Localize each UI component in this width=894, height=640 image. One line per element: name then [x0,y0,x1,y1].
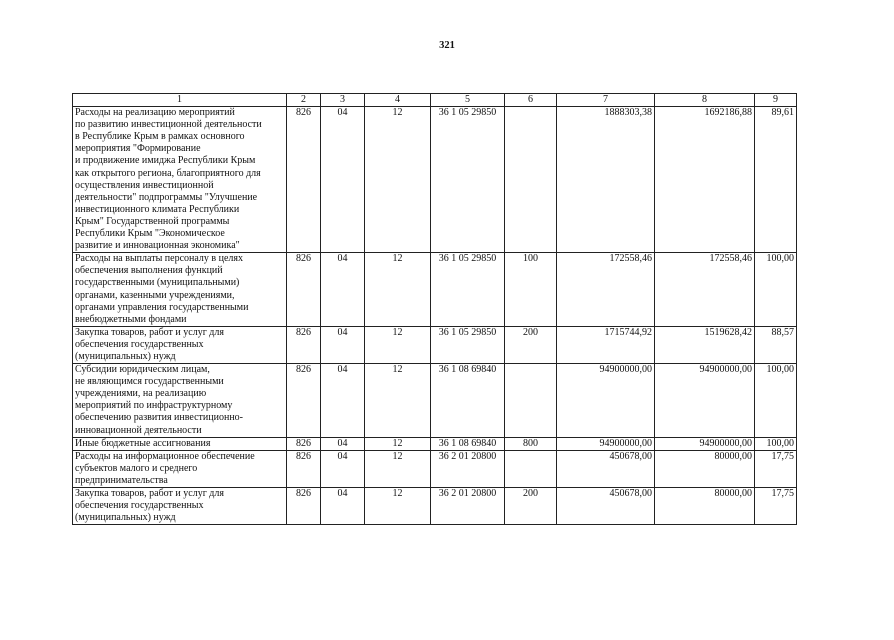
table-row [73,364,797,438]
planned-amount: 450678,00 [557,450,655,487]
subsection-code: 12 [365,107,431,253]
header-cell: 2 [287,94,321,107]
description-line: и продвижение имиджа Республики Крым [75,155,256,167]
row-description [73,450,287,487]
description-line: внебюджетными фондами [75,313,187,325]
description-line: осуществления инвестиционной [75,179,214,191]
ministry-code: 826 [287,488,321,525]
execution-percent: 17,75 [755,488,797,525]
row-description [73,253,287,327]
description-line: учреждениями, на реализацию [75,388,207,400]
subsection-code: 12 [365,437,431,450]
section-code: 04 [321,488,365,525]
subsection-code: 12 [365,488,431,525]
planned-amount: 1888303,38 [557,107,655,253]
row-description [73,364,287,438]
description-line: обеспечения государственных [75,338,204,350]
description-line: по развитию инвестиционной деятельности [75,119,262,131]
description-line: обеспечения выполнения функций [75,265,223,277]
expense-type-code: 200 [505,488,557,525]
expense-type-code: 100 [505,253,557,327]
description-line: как открытого региона, благоприятного для [75,167,261,179]
expense-type-code [505,450,557,487]
target-article-code: 36 1 08 69840 [431,364,505,438]
table-row [73,437,797,450]
description-line: (муниципальных) нужд [75,512,176,524]
description-line: обеспечения государственных [75,500,204,512]
description-line: Республики Крым "Экономическое [75,228,225,240]
expense-type-code [505,364,557,438]
target-article-code: 36 1 05 29850 [431,253,505,327]
ministry-code: 826 [287,437,321,450]
table-row [73,488,797,525]
expense-type-code [505,107,557,253]
description-line: Расходы на реализацию мероприятий [75,107,235,119]
expense-type-code: 800 [505,437,557,450]
header-cell: 5 [431,94,505,107]
executed-amount: 1519628,42 [655,326,755,363]
table-row [73,450,797,487]
header-cell: 4 [365,94,431,107]
description-line: Расходы на выплаты персоналу в целях [75,253,243,265]
section-code: 04 [321,437,365,450]
header-cell: 3 [321,94,365,107]
expense-type-code: 200 [505,326,557,363]
header-cell: 8 [655,94,755,107]
description-line: мероприятия "Формирование [75,143,201,155]
budget-table [72,93,797,525]
section-code: 04 [321,326,365,363]
executed-amount: 1692186,88 [655,107,755,253]
execution-percent: 100,00 [755,364,797,438]
description-line: Крым" Государственной программы [75,215,230,227]
planned-amount: 94900000,00 [557,364,655,438]
target-article-code: 36 2 01 20800 [431,450,505,487]
description-line: органами управления государственными [75,301,249,313]
description-line: инвестиционного климата Республики [75,203,240,215]
ministry-code: 826 [287,450,321,487]
section-code: 04 [321,364,365,438]
subsection-code: 12 [365,326,431,363]
subsection-code: 12 [365,450,431,487]
executed-amount: 94900000,00 [655,364,755,438]
header-cell: 6 [505,94,557,107]
description-line: не являющимся государственными [75,376,224,388]
execution-percent: 17,75 [755,450,797,487]
subsection-code: 12 [365,364,431,438]
section-code: 04 [321,253,365,327]
planned-amount: 172558,46 [557,253,655,327]
executed-amount: 80000,00 [655,450,755,487]
row-description [73,107,287,253]
header-cell: 1 [73,94,287,107]
target-article-code: 36 1 08 69840 [431,437,505,450]
executed-amount: 80000,00 [655,488,755,525]
target-article-code: 36 2 01 20800 [431,488,505,525]
description-line: инновационной деятельности [75,424,202,436]
ministry-code: 826 [287,364,321,438]
executed-amount: 94900000,00 [655,437,755,450]
ministry-code: 826 [287,326,321,363]
target-article-code: 36 1 05 29850 [431,107,505,253]
description-line: деятельности" подпрограммы "Улучшение [75,191,258,203]
description-line: Закупка товаров, работ и услуг для [75,326,224,338]
planned-amount: 94900000,00 [557,437,655,450]
row-description [73,326,287,363]
ministry-code: 826 [287,107,321,253]
description-line: Расходы на информационное обеспечение [75,450,255,462]
description-line: предпринимательства [75,474,168,486]
header-cell: 7 [557,94,655,107]
planned-amount: 450678,00 [557,488,655,525]
ministry-code: 826 [287,253,321,327]
planned-amount: 1715744,92 [557,326,655,363]
execution-percent: 100,00 [755,437,797,450]
description-line: субъектов малого и среднего [75,462,198,474]
section-code: 04 [321,450,365,487]
description-line: государственными (муниципальными) [75,277,240,289]
execution-percent: 100,00 [755,253,797,327]
executed-amount: 172558,46 [655,253,755,327]
header-row [73,94,797,107]
target-article-code: 36 1 05 29850 [431,326,505,363]
subsection-code: 12 [365,253,431,327]
execution-percent: 88,57 [755,326,797,363]
description-line: Закупка товаров, работ и услуг для [75,488,224,499]
description-line: (муниципальных) нужд [75,350,176,362]
description-line: органами, казенными учреждениями, [75,289,235,301]
description-line: Субсидии юридическим лицам, [75,364,210,376]
page-number: 321 [439,40,455,51]
description-line: мероприятий по инфраструктурному [75,400,233,412]
table-row [73,326,797,363]
table-row [73,107,797,253]
description-line: в Республике Крым в рамках основного [75,131,245,143]
description-line: развитие и инновационная экономика" [75,240,240,252]
header-cell: 9 [755,94,797,107]
section-code: 04 [321,107,365,253]
execution-percent: 89,61 [755,107,797,253]
description-line: обеспечению развития инвестиционно- [75,412,243,424]
table-row [73,253,797,327]
row-description [73,488,287,525]
description-line: Иные бюджетные ассигнования [75,437,211,449]
row-description [73,437,287,450]
